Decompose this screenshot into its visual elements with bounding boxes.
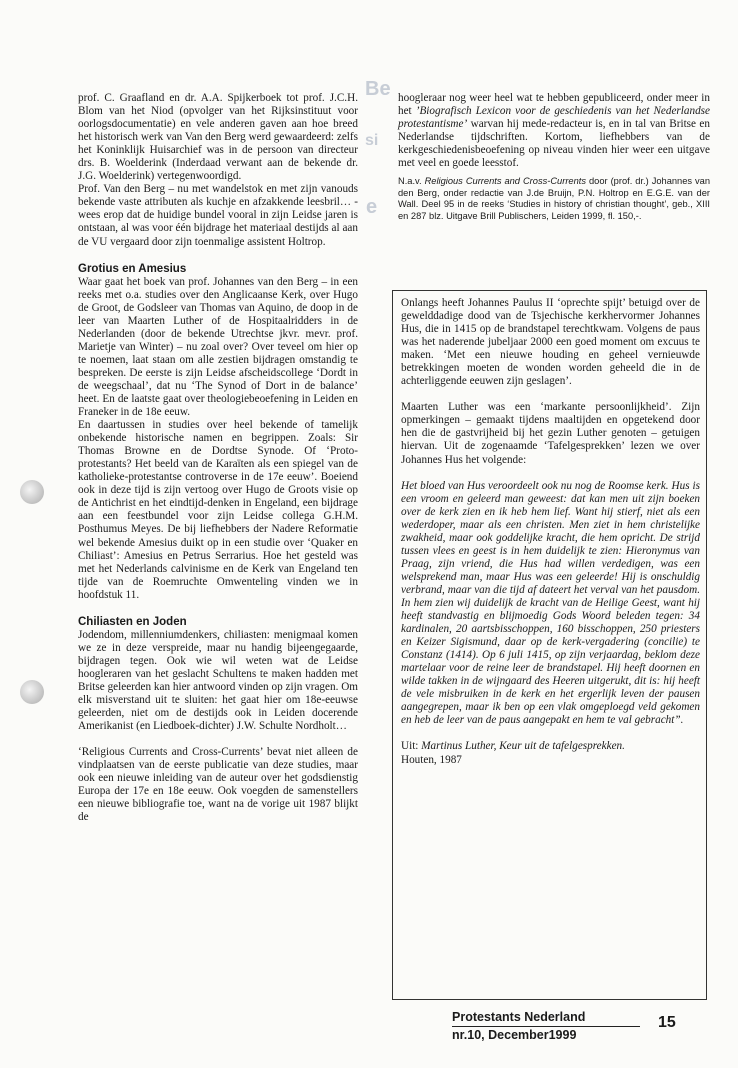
paragraph: ‘Religious Currents and Cross-Currents’ bevat niet alleen de vindplaatsen van de eerste publicatie van deze studies, maar ook een nieuwe inleiding van de auteur over het godsdienstig Europa der 17e en 18e eeuw. Ook voegden de samenstellers een nieuwe bibliografie toe, want na de vorige uit 1987 blijkt de: [78, 746, 358, 824]
issue-label: nr.10, December1999: [452, 1028, 577, 1042]
source-note: N.a.v. Religious Currents and Cross-Currents door (prof. dr.) Johannes van den Berg, onder redactie van J.de Bruijn, P.N. Holtrop en E.G.E. van der Wall. Deel 95 in de reeks ‘Studies in history of christian thought’, geb., XIII en 287 blz. Uitgave Brill Publischers, Leiden 1999, fl. 150,-.: [398, 176, 711, 222]
left-column: [78, 92, 358, 824]
page-footer: [452, 1010, 722, 1050]
page-number: 15: [658, 1014, 676, 1031]
punch-hole-bottom: [20, 680, 44, 704]
paragraph: Jodendom, millenniumdenkers, chiliasten: menigmaal komen we ze in deze verspreide, maar nu handig bijeengegaarde, bijdragen tegen. Ook wie wil weten wat de Leidse hoogleraren van het geslacht Schultens te maken hadden met Britse geleerden kan hier antwoord vinden op zijn vragen. Om elk misverstand uit te sluiten: het gaat hier om 18e-eeuwse geleerden, niet om de destijds ook in Leiden docerende Amerikanist (en Liedboek-dichter) J.W. Schulte Nordholt…: [78, 628, 358, 733]
punch-hole-top: [20, 480, 44, 504]
luther-quote: Het bloed van Hus veroordeelt ook nu nog de Roomse kerk. Hus is een vroom en geleerd man geweest: dat kan men uit zijn boeken over de kerk zien en ik heb hem lief. Want hij stierf, niet als een wederdoper, maar als een christen. Men ziet in hem christelijke zwakheid, maar ook goddelijke kracht, die hem opricht. De strijd tussen vlees en geest is in hem duidelijk te zien: Hieronymus van Praag, zijn vriend, die Hus had willen verdedigen, was een welsprekend man, maar Hus was een geleerde! Hij is onschuldig verbrand, maar van die tijd af dateert het verval van het pausdom. In hem zien wij duidelijk de kracht van de Heilige Geest, want hij heeft standvastig en blijmoedig Gods Woord beleden tegen: 34 kardinalen, 20 aartsbisschoppen, 160 bisschoppen, 250 priesters en Keizer Sigismund, daar op de kerk-vergadering (concilie) te Constanz (1414). Op 6 juli 1415, op zijn verjaardag, beklom deze martelaar voor de reine leer de brandstapel. Hij heeft doornen en wilde takken in de wijngaard des Heeren uitgerukt, dit is: hij heeft de vele misbruiken in de kerk en het ergerlijk leven der pausen aangegrepen, maar ik ben op een vlak omgeploegd veld gekomen en heb de leer van de paus aangepakt en hem te val gebracht”.: [401, 479, 700, 727]
box-paragraph: Maarten Luther was een ‘markante persoonlijkheid’. Zijn opmerkingen – gemaakt tijdens maaltijden en opgetekend door hen die de gastvrijheid bij het gezin Luther genoten – getuigen hiervan. Uit de zogenaamde ‘Tafelgesprekken’ lezen we over Johannes Hus het volgende:: [401, 401, 700, 466]
paragraph: prof. C. Graafland en dr. A.A. Spijkerboek tot prof. J.C.H. Blom van het Niod (opvolger van het Rijksinstituut voor oorlogsdocumentatie) en vele anderen gaven aan hoe breed het historisch werk van Van den Berg werd gewaardeerd: zelfs het Koninklijk Huisarchief was in de persoon van directeur drs. B. Woelderink (Inderdaad verwant aan de bekende dr. J.G. Woelderink) vertegenwoordigd.: [78, 92, 358, 183]
box-source: Uit: Martinus Luther, Keur uit de tafelgesprekken. Houten, 1987: [401, 740, 625, 766]
bleed-through-text: si: [365, 132, 379, 149]
bleed-through-text: Be: [365, 78, 391, 100]
paragraph: Prof. Van den Berg – nu met wandelstok en met zijn vanouds bekende vaste attributen als kuchje en afzakkende leesbril… - wees erop dat de huidige bundel vooral in zijn Leidse jaren is ontstaan, al was voor één bijdrage het materiaal destijds al aan de VU vergaard door zijn toenmalige assistent Holtrop.: [78, 183, 358, 248]
bleed-through-text: e: [366, 196, 378, 218]
section-heading: Chiliasten en Joden: [78, 615, 187, 628]
paragraph: Waar gaat het boek van prof. Johannes van den Berg – in een reeks met o.a. studies over den Anglicaanse Kerk, over Hugo de Groot, de Godsleer van Thomas van Aquino, de doop in de leer van Maarten Luther of de Hospitaalridders in de Nederlanden (door de bekende Utrechtse jkvr. mevr. prof. Marietje van Winter) – nu zoal over? Over teveel om hier op te noemen, laat staan om alle zestien bijdragen omstandig te bespreken. De eerste is zijn Leidse afscheidscollege ‘Dordt in de weegschaal’, dat nu ‘The Synod of Dort in de balance’ heet. En de laatste gaat over theologiebeoefening in Leiden en Franeker in de 18e eeuw.: [78, 275, 358, 419]
right-column: [398, 92, 710, 223]
section-heading: Grotius en Amesius: [78, 262, 187, 275]
magazine-title: Protestants Nederland: [452, 1010, 586, 1024]
box-paragraph: Onlangs heeft Johannes Paulus II ‘oprechte spijt’ betuigd over de gewelddadige dood van de Tsjechische kerkhervormer Johannes Hus, die in 1415 op de brandstapel terechtkwam. Volgens de paus was het naderende jubeljaar 2000 een goed moment om excuus te maken. ‘Met een nieuwe houding en geheel vernieuwde betrekkingen moeten de wonden worden geheeld die in de achterliggende eeuwen zijn geslagen’.: [401, 297, 700, 388]
sidebar-box: [392, 290, 707, 1000]
paragraph: En daartussen in studies over heel bekende of tamelijk onbekende historische namen en begrippen. Zoals: Sir Thomas Browne en de Dordtse Synode. Of ‘Proto-protestants? Het beeld van de Karaïten als een spiegel van de katholieke-protestantse controverse in de 17e eeuw’. Boeiend ook in deze tijd is zijn vertoog over Hugo de Groots visie op de Antichrist en het eindtijd-denken in Engeland, een bijdrage aan een feestbundel voor zijn Leidse collega G.H.M. Posthumus Meyes. De bij liefhebbers der Nadere Reformatie wel bekende Amesius duikt op in een studie over ‘Quaker en Chiliast’: Amesius en Petrus Serrarius. Hoe het gesteld was met het Nederlands calvinisme en de Kerk van Engeland ten tijde van de Roemruchte Omwenteling vinden we in hoofdstuk 11.: [78, 419, 358, 601]
footer-rule: [452, 1026, 640, 1027]
paragraph: hoogleraar nog weer heel wat te hebben gepubliceerd, onder meer in het ’Biografisch Lexicon voor de geschiedenis van het Nederlandse protestantisme’ warvan hij mede-redacteur is, en in tal van Britse en Nederlandse tijdschriften. Kortom, liefhebbers van de kerkgeschiedenisbeoefening op niveau vinden hier weer een uitgave met veel en goede leesstof.: [398, 92, 710, 170]
